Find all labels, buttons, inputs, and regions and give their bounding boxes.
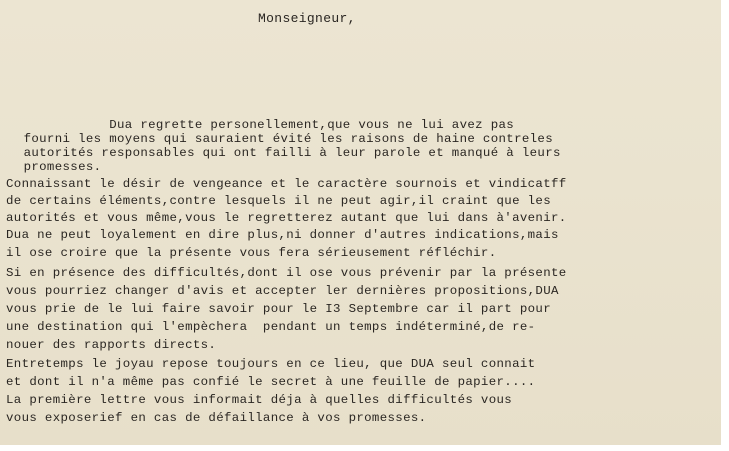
- letter-line-11: vous pourriez changer d'avis et accepter ler dernières propositions,DUA: [6, 284, 559, 298]
- paper-edge-right: [721, 0, 729, 451]
- letter-line-12: vous prie de le lui faire savoir pour le I3 Septembre car il part pour: [6, 302, 551, 316]
- letter-line-3: autorités responsables qui ont failli à leur parole et manqué à leurs: [8, 146, 561, 160]
- letter-line-13: une destination qui l'empèchera pendant un temps indéterminé,de re-: [6, 320, 536, 334]
- letter-line-4: promesses.: [8, 160, 102, 174]
- letter-line-6: de certains éléments,contre lesquels il ne peut agir,il craint que les: [6, 194, 551, 208]
- letter-line-2: fourni les moyens qui sauraient évité les raisons de haine contreles: [8, 132, 553, 146]
- letter-line-16: et dont il n'a même pas confié le secret à une feuille de papier....: [6, 375, 536, 389]
- letter-line-8: Dua ne peut loyalement en dire plus,ni donner d'autres indications,mais: [6, 228, 559, 242]
- letter-line-1: Dua regrette personellement,que vous ne lui avez pas: [8, 118, 515, 132]
- paper-edge-bottom: [0, 445, 729, 451]
- letter-line-14: nouer des rapports directs.: [6, 338, 217, 352]
- letter-line-9: il ose croire que la présente vous fera sérieusement réfléchir.: [6, 246, 497, 260]
- letter-line-5: Connaissant le désir de vengeance et le caractère sournois et vindicatff: [6, 177, 567, 191]
- letter-line-7: autorités et vous même,vous le regretterez autant que lui dans à'avenir.: [6, 211, 567, 225]
- letter-line-15: Entretemps le joyau repose toujours en ce lieu, que DUA seul connait: [6, 357, 536, 371]
- letter-line-17: La première lettre vous informait déja à quelles difficultés vous: [6, 393, 513, 407]
- letter-line-10: Si en présence des difficultés,dont il ose vous prévenir par la présente: [6, 266, 567, 280]
- letter-line-18: vous exposerief en cas de défaillance à vos promesses.: [6, 411, 427, 425]
- letter-greeting: Monseigneur,: [258, 11, 356, 26]
